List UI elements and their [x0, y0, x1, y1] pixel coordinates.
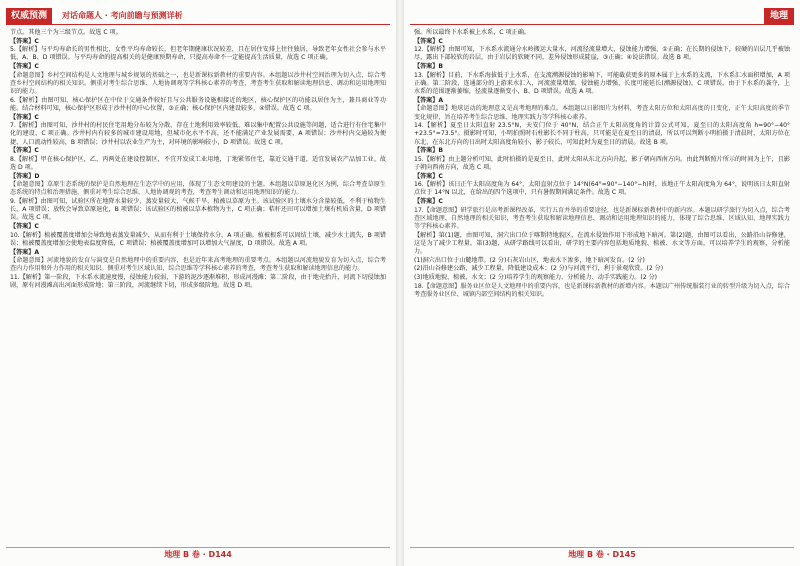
answer-line: 【答案】C — [414, 37, 443, 45]
answer-line: 【答案】A — [414, 96, 444, 104]
answer-line: 【答案】D — [10, 172, 40, 180]
explanation-paragraph: (3)地质地貌、植被、水文；(2 分)培养学生的观察能力、分析能力、动手实践能力。(2 分) — [414, 274, 658, 282]
intent-paragraph: 【命题意图】草原生态系统的保护是自然地理在生态学中的应用，体现了生态文明建设的主题。本组题以草原退化区为例，综合考查草原生态系统的特点和治理措施，侧重对考生综合思维、人地协调观的考查，考查考生调动和运用地理知识的能力。 — [10, 181, 386, 197]
answer-line: 【答案】C — [414, 198, 443, 206]
intent-paragraph: 【命题意图】地球运动的地理意义是高考地理的难点。本组题以日影图片为材料，考查太阳方位和太阳高度的日变化、正午太阳高度的季节变化规律，旨在培养考生综合思维、地理实践力等学科核心素养。 — [414, 105, 790, 121]
explanation-paragraph: 6.【解析】由图可知，核心保护区在中位于交通条件较好且与公共服务设施相接近的地区，核心保护区的功能以居住为主，兼具商业等功能。结合材料可知，核心保护区形成于沙井村的中心位置，③正确；核心保护区内建设较多，④错误。故选 C 项。 — [10, 96, 386, 112]
header-rule — [410, 24, 794, 25]
explanation-paragraph: 15.【解析】由上题分析可知，此时拍摄的是夏至日，此时太阳从东北方向升起，影子朝向西南方向。由此判断照片所示的时间为上午，且影子朝向西南方向，故选 C 项。 — [414, 155, 790, 171]
explanation-paragraph: 节点。其他三个为三级节点。故选 C 项。 — [10, 29, 122, 36]
answer-line: 【答案】C — [10, 63, 39, 71]
right-header — [404, 6, 800, 26]
explanation-paragraph: 【解析】第(1)题，由图可知，洞穴出口位于喀斯特地貌区，在流水侵蚀作用下形成地下暗河。第(2)题，由图可以看出，公路沿山谷修建，这是为了减少工程量。第(3)题，从研学路线可以看出，研学的主要内容包括地质地貌、植被、水文等方面，可以培养学生的观察、分析能力。 — [414, 231, 790, 256]
right-content — [414, 29, 790, 540]
header-rule — [6, 24, 390, 25]
left-page — [0, 0, 396, 566]
explanation-paragraph: (1)洞穴出口位于山麓地带。(2 分)石灰岩山区，地表水下渗多，地下暗河发育。(2 分) — [414, 256, 645, 264]
answer-line: 【答案】C — [10, 37, 39, 45]
left-header — [0, 6, 396, 26]
explanation-paragraph: 13.【解析】目前，下水系海拔低于上水系，在支流溯源侵蚀的影响下，可能截获更多的原本属于上水系的支流，下水系汇水面积增加，A 项正确。第二阶段，连通部分的上游来水汇入，河流流量增加，侵蚀能力增强，长度可能延长(溯源侵蚀)，C 项错误。由于下水系的袭夺，上水系的范围逐渐萎缩，径流量逐渐变小，B、D 项错误。故选 A 项。 — [414, 71, 790, 96]
answer-line: 【答案】B — [414, 147, 444, 155]
explanation-paragraph: 12.【解析】由图可知，下水系水流通分水岭搬运大量水，河流径流量增大，侵蚀能力增强，①正确；在长期的侵蚀下，较硬的岩层几乎被蚀尽，露出下部较软的岩层，由于岩层的软硬不同，差异侵蚀形成陡崖，③正确；④说法错误。故选 B 项。 — [414, 46, 790, 62]
explanation-paragraph: 5.【解析】与平均寿命长的男性相比，女性平均寿命较长，但老年期健康状况较差，且在居住安排上往往独居，导致老年女性社会参与水平低，A、B、D 项错误。与平均寿命的提高相关的是健康预期寿命，只提高寿命不一定能提高生活质量，故选 C 项正确。 — [10, 46, 386, 62]
answer-line: 【答案】A — [10, 248, 40, 256]
footer-rule — [410, 547, 794, 548]
intent-paragraph: 【命题意图】乡村空间结构是人文地理与城乡规划的基础之一，也是新课标新教材的重要内容。本组题以沙井村空间治理为切入点，综合考查乡村空间结构的相关知识。侧重对考生综合思维、人地协调观等学科核心素养的考查，考查考生获取和解读地理信息、调动和运用地理知识的能力。 — [10, 71, 386, 96]
right-page — [404, 0, 800, 566]
right-page-number: 地理 B 卷 · D145 — [568, 550, 636, 559]
explanation-paragraph: 14.【解析】夏至日太阳直射 23.5°N，天安门位于 40°N，结合正午太阳高度角的计算公式可知，夏至日的太阳高度角 h=90°−40°+23.5°=73.5°。摄影时可知，小明拍照时石柱影长不同于柱高，只可能是在夏至日的清晨，所以可以判断小明拍摄于清晨时，太阳方位在东北，在东北方向的日出时太阳高度角较小，影子较长，可知此时为夏至日的清晨。故选 B 项。 — [414, 122, 790, 146]
explanation-paragraph: 强。所以最终下水系被上水系，C 项正确。 — [414, 29, 530, 36]
explanation-paragraph: 10.【解析】植被覆盖度增加会导致地表蒸发量减少，从而有利于土壤保持水分，A 项正确。植被根系可以固结土壤，减少水土流失，B 项错误；植被覆盖度增加会使地表温度降低，C 项错误；植被覆盖度增加可以增加大气湿度，D 项错误。故选 A 项。 — [10, 231, 386, 247]
answer-line: 【答案】B — [414, 63, 444, 71]
left-page-number: 地理 B 卷 · D144 — [164, 550, 232, 559]
answer-line: 【答案】C — [10, 113, 39, 121]
book-gutter — [396, 0, 404, 566]
intent-paragraph: 17.【命题意图】研学旅行是高考新课程改革，实行五育并举的重要途径，也是新课标新教材中的新内容。本题以研学旅行为切入点，综合考查区域地理、自然地理的相关知识，考查考生获取和解读地理信息、调动和运用地理知识的能力，体现了综合思维、区域认知、地理实践力等学科核心素养。 — [414, 206, 790, 231]
answer-line: 【答案】C — [10, 147, 39, 155]
explanation-paragraph: 9.【解析】由图可知，试验区所在地降水量较少，蒸发量较大，气候干旱，植被以草原为主。该试验区的土壤水分含量较低，不利于植物生长，A 项错误；放牧会导致草原退化，B 项错误；该试验区的植被以草本植物为主，C 项正确；秸秆还田可以增加土壤有机质含量，D 项错误。故选 C 项。 — [10, 198, 386, 222]
answer-line: 【答案】C — [10, 223, 39, 231]
footer-rule — [6, 547, 390, 548]
explanation-paragraph: 7.【解析】由图可知，沙井村的村民住宅用地分布较为分散，存在土地利用效率较低、难以集中配置公共设施等问题，适合进行有住宅集中化的建设，C 项正确。沙井村内有较多的城市建设用地，但城市化水平不高，还不能满足产业发展需要，A 项错误；沙井村内交通较为便捷，人口流动性较高，B 项错误；沙井村以农业生产为主，对环境的影响较小，D 项错误。故选 C 项。 — [10, 122, 386, 146]
left-content — [10, 29, 386, 540]
explanation-paragraph: (2)沿山谷修建公路，减少工程量，降低建设成本；(2 分)与河流平行，利于景观欣赏。(2 分) — [414, 265, 664, 273]
intent-paragraph: 18.【命题意图】服务业区位是人文地理中的重要内容，也是新课标新教材的新增内容。本题以广州传统服装行业的转型升级为切入点，综合考查服务业区位、城镇内部空间结构的相关知识。 — [414, 282, 790, 298]
brand-badge: 权威预测 — [6, 8, 52, 24]
explanation-paragraph: 8.【解析】甲在核心保护区，乙、丙两处在建设控制区，不宜开发成工业用地，丁地紧邻住宅，靠近交通干道，适宜发展农产品加工业。故选 D 项。 — [10, 155, 386, 171]
explanation-paragraph: 11.【解析】第一阶段，下水系水流速度慢，侵蚀能力较弱，下游的泥沙逐渐堆积，形成河漫滩；第二阶段，由于地壳抬升，河流下切侵蚀加剧，原有河漫滩高出河面形成阶地；第三阶段，河流继续下切，形成多级阶地。故选 D 项。 — [10, 274, 386, 290]
intent-paragraph: 【命题意图】河流地貌的发育与演变是自然地理中的重要内容，也是近年来高考地理的重要考点。本组题以河流地貌发育为切入点，综合考查内力作用和外力作用的相关知识。侧重对考生区域认知、综合思维等学科核心素养的考查，考查考生获取和解读地理信息的能力。 — [10, 257, 386, 273]
series-title: 对话命题人 · 考向前瞻与预测详析 — [56, 8, 189, 25]
answer-line: 【答案】C — [414, 172, 443, 180]
explanation-paragraph: 16.【解析】该日正午太阳高度角为 64°，太阳直射点位于 14°N(64°=90°−140°−h)时，该地正午太阳高度角为 64°，说明该日太阳直射点位于 14°N 以北，在给出的四个选项中，只有暑假期间满足条件。故选 C 项。 — [414, 181, 790, 197]
subject-badge: 地理 — [764, 8, 794, 24]
